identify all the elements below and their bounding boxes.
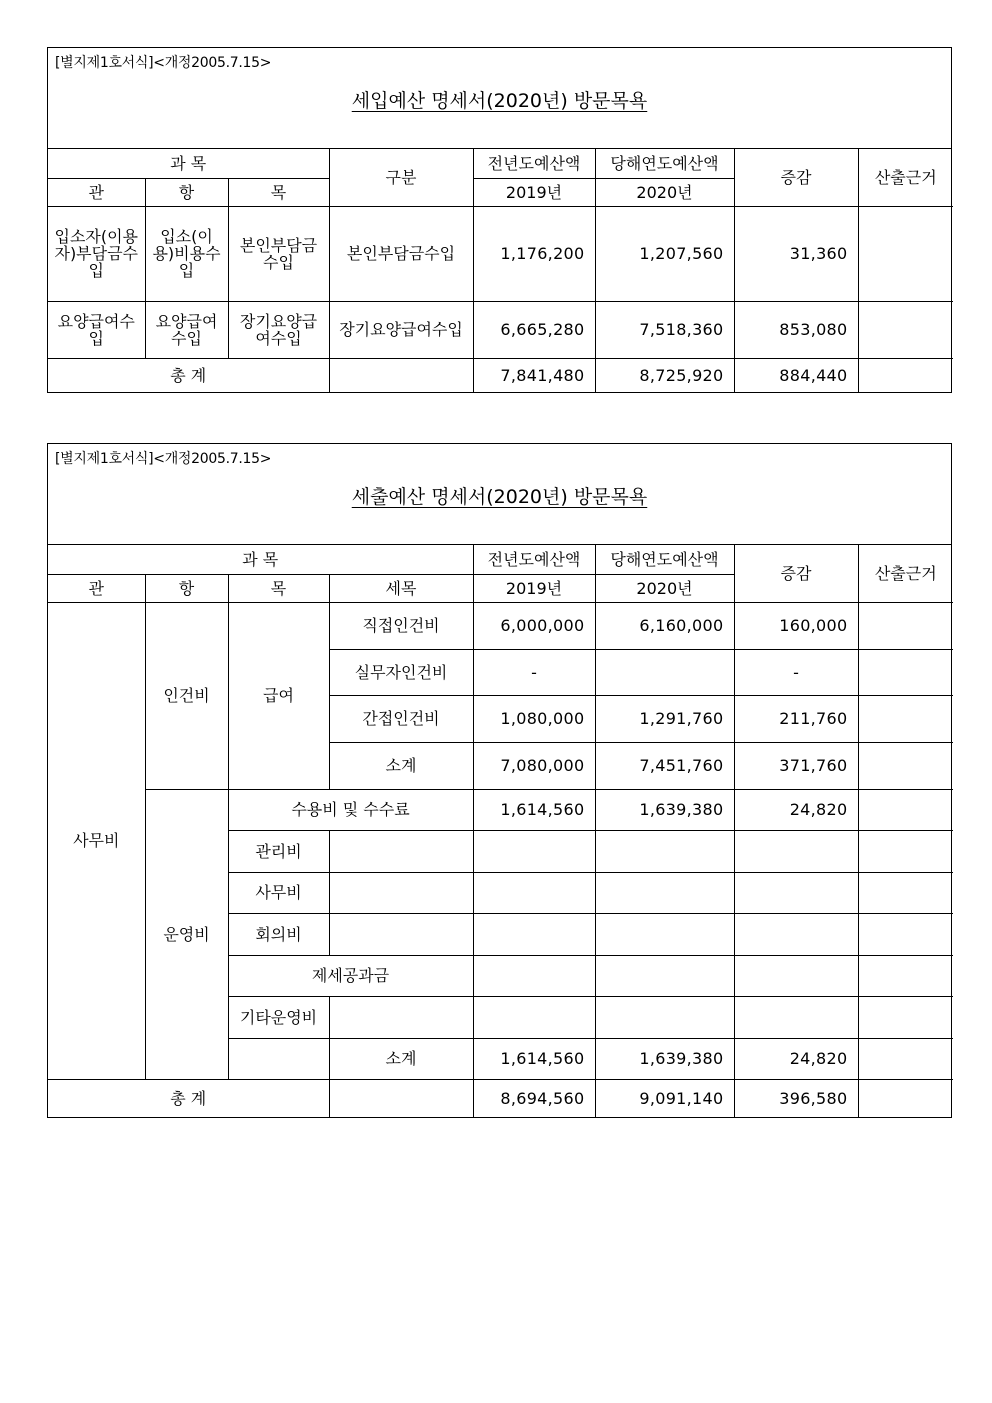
expense-o2-diff xyxy=(734,830,858,872)
expense-head-hang: 항 xyxy=(145,574,228,602)
income-row1-hang: 입소(이용)비용수입 xyxy=(145,206,228,301)
income-row1-gubun: 본인부담금수입 xyxy=(329,206,473,301)
expense-p4-semok: 소계 xyxy=(329,742,473,789)
expense-o3-basis xyxy=(858,872,953,913)
expense-o2-curr xyxy=(595,830,734,872)
expense-hang-operation: 운영비 xyxy=(145,789,228,1079)
income-head-diff: 증감 xyxy=(734,149,858,206)
expense-p3-basis xyxy=(858,695,953,742)
expense-p4-diff: 371,760 xyxy=(734,742,858,789)
expense-o2-basis xyxy=(858,830,953,872)
expense-o3-diff xyxy=(734,872,858,913)
expense-o2-mok: 관리비 xyxy=(228,830,329,872)
income-total-row xyxy=(48,358,953,392)
income-total-label: 총 계 xyxy=(48,358,329,392)
expense-p2-curr xyxy=(595,649,734,695)
expense-total-label: 총 계 xyxy=(48,1079,329,1117)
expense-gwan: 사무비 xyxy=(48,602,145,1079)
expense-head-basis: 산출근거 xyxy=(858,545,953,602)
income-budget-form xyxy=(47,47,952,393)
income-row1-prev: 1,176,200 xyxy=(473,206,595,301)
income-form-header xyxy=(48,48,951,149)
income-head-curr-year: 2020년 xyxy=(595,178,734,206)
expense-total-prev: 8,694,560 xyxy=(473,1079,595,1117)
expense-o3-mok: 사무비 xyxy=(228,872,329,913)
expense-total-curr: 9,091,140 xyxy=(595,1079,734,1117)
expense-hang-personnel: 인건비 xyxy=(145,602,228,789)
expense-head-subject: 과 목 xyxy=(48,545,473,574)
income-head-basis: 산출근거 xyxy=(858,149,953,206)
expense-o3-prev xyxy=(473,872,595,913)
expense-o5-curr xyxy=(595,955,734,996)
income-head-prev: 전년도예산액 xyxy=(473,149,595,178)
expense-p1-diff: 160,000 xyxy=(734,602,858,649)
expense-o5-basis xyxy=(858,955,953,996)
income-row2-mok: 장기요양급여수입 xyxy=(228,301,329,358)
expense-o3-semok xyxy=(329,872,473,913)
expense-title xyxy=(48,482,951,509)
expense-budget-form xyxy=(47,443,952,1118)
expense-o4-prev xyxy=(473,913,595,955)
income-row2-diff: 853,080 xyxy=(734,301,858,358)
expense-o3-curr xyxy=(595,872,734,913)
expense-p1-semok: 직접인건비 xyxy=(329,602,473,649)
income-total-gubun xyxy=(329,358,473,392)
expense-o7-curr: 1,639,380 xyxy=(595,1038,734,1079)
expense-p4-curr: 7,451,760 xyxy=(595,742,734,789)
expense-o4-diff xyxy=(734,913,858,955)
expense-p1-basis xyxy=(858,602,953,649)
expense-o6-prev xyxy=(473,996,595,1038)
income-title-text: 세입예산 명세서(2020년) 방문목욕 xyxy=(351,90,648,112)
expense-o1-basis xyxy=(858,789,953,830)
income-head-hang: 항 xyxy=(145,178,228,206)
expense-o1-curr: 1,639,380 xyxy=(595,789,734,830)
expense-head-gwan: 관 xyxy=(48,574,145,602)
expense-head-diff: 증감 xyxy=(734,545,858,602)
income-row2-prev: 6,665,280 xyxy=(473,301,595,358)
expense-p4-basis xyxy=(858,742,953,789)
income-row2-basis xyxy=(858,301,953,358)
expense-p1-curr: 6,160,000 xyxy=(595,602,734,649)
income-row1-curr: 1,207,560 xyxy=(595,206,734,301)
expense-p3-semok: 간접인건비 xyxy=(329,695,473,742)
expense-head-curr-year: 2020년 xyxy=(595,574,734,602)
income-head-gwan: 관 xyxy=(48,178,145,206)
table-row xyxy=(48,789,953,830)
expense-head-prev: 전년도예산액 xyxy=(473,545,595,574)
expense-o6-curr xyxy=(595,996,734,1038)
expense-head-curr: 당해연도예산액 xyxy=(595,545,734,574)
expense-form-header xyxy=(48,444,951,545)
expense-o6-basis xyxy=(858,996,953,1038)
expense-o2-prev xyxy=(473,830,595,872)
income-head-mok: 목 xyxy=(228,178,329,206)
income-row2-curr: 7,518,360 xyxy=(595,301,734,358)
expense-o5-mok: 제세공과금 xyxy=(228,955,473,996)
expense-total-basis xyxy=(858,1079,953,1117)
expense-o5-prev xyxy=(473,955,595,996)
expense-form-number: [별지제1호서식]<개정2005.7.15> xyxy=(55,451,272,467)
table-row xyxy=(48,206,953,301)
expense-total-row xyxy=(48,1079,953,1117)
expense-head-mok: 목 xyxy=(228,574,329,602)
income-row2-hang: 요양급여수입 xyxy=(145,301,228,358)
expense-o7-prev: 1,614,560 xyxy=(473,1038,595,1079)
income-row1-diff: 31,360 xyxy=(734,206,858,301)
income-head-prev-year: 2019년 xyxy=(473,178,595,206)
expense-p3-curr: 1,291,760 xyxy=(595,695,734,742)
expense-p3-diff: 211,760 xyxy=(734,695,858,742)
expense-header-row-1 xyxy=(48,545,953,574)
expense-mok-salary: 급여 xyxy=(228,602,329,789)
expense-o1-diff: 24,820 xyxy=(734,789,858,830)
income-head-curr: 당해연도예산액 xyxy=(595,149,734,178)
expense-p2-diff: - xyxy=(734,649,858,695)
expense-p1-prev: 6,000,000 xyxy=(473,602,595,649)
income-head-subject: 과 목 xyxy=(48,149,329,178)
income-total-curr: 8,725,920 xyxy=(595,358,734,392)
expense-o7-mok xyxy=(228,1038,329,1079)
income-row2-gwan: 요양급여수입 xyxy=(48,301,145,358)
expense-o2-semok xyxy=(329,830,473,872)
expense-o5-diff xyxy=(734,955,858,996)
expense-o4-basis xyxy=(858,913,953,955)
expense-p3-prev: 1,080,000 xyxy=(473,695,595,742)
expense-title-text: 세출예산 명세서(2020년) 방문목욕 xyxy=(351,486,648,508)
expense-o6-semok xyxy=(329,996,473,1038)
expense-o6-diff xyxy=(734,996,858,1038)
expense-o7-diff: 24,820 xyxy=(734,1038,858,1079)
income-title xyxy=(48,86,951,113)
income-header-row-1 xyxy=(48,149,953,178)
income-table xyxy=(48,149,953,392)
expense-o4-mok: 회의비 xyxy=(228,913,329,955)
income-row1-gwan: 입소자(이용자)부담금수입 xyxy=(48,206,145,301)
expense-p2-semok: 실무자인건비 xyxy=(329,649,473,695)
table-row xyxy=(48,301,953,358)
expense-o1-prev: 1,614,560 xyxy=(473,789,595,830)
expense-o7-semok: 소계 xyxy=(329,1038,473,1079)
expense-total-diff: 396,580 xyxy=(734,1079,858,1117)
income-row1-basis xyxy=(858,206,953,301)
expense-table xyxy=(48,545,953,1117)
income-row2-gubun: 장기요양급여수입 xyxy=(329,301,473,358)
income-total-diff: 884,440 xyxy=(734,358,858,392)
expense-p4-prev: 7,080,000 xyxy=(473,742,595,789)
expense-head-semok: 세목 xyxy=(329,574,473,602)
expense-o4-curr xyxy=(595,913,734,955)
income-head-gubun: 구분 xyxy=(329,149,473,206)
expense-o6-mok: 기타운영비 xyxy=(228,996,329,1038)
table-row xyxy=(48,602,953,649)
expense-p2-basis xyxy=(858,649,953,695)
expense-total-semok xyxy=(329,1079,473,1117)
income-total-prev: 7,841,480 xyxy=(473,358,595,392)
income-form-number: [별지제1호서식]<개정2005.7.15> xyxy=(55,55,272,71)
expense-o4-semok xyxy=(329,913,473,955)
expense-p2-prev: - xyxy=(473,649,595,695)
income-row1-mok: 본인부담금수입 xyxy=(228,206,329,301)
income-total-basis xyxy=(858,358,953,392)
expense-head-prev-year: 2019년 xyxy=(473,574,595,602)
expense-o7-basis xyxy=(858,1038,953,1079)
expense-o1-mok: 수용비 및 수수료 xyxy=(228,789,473,830)
